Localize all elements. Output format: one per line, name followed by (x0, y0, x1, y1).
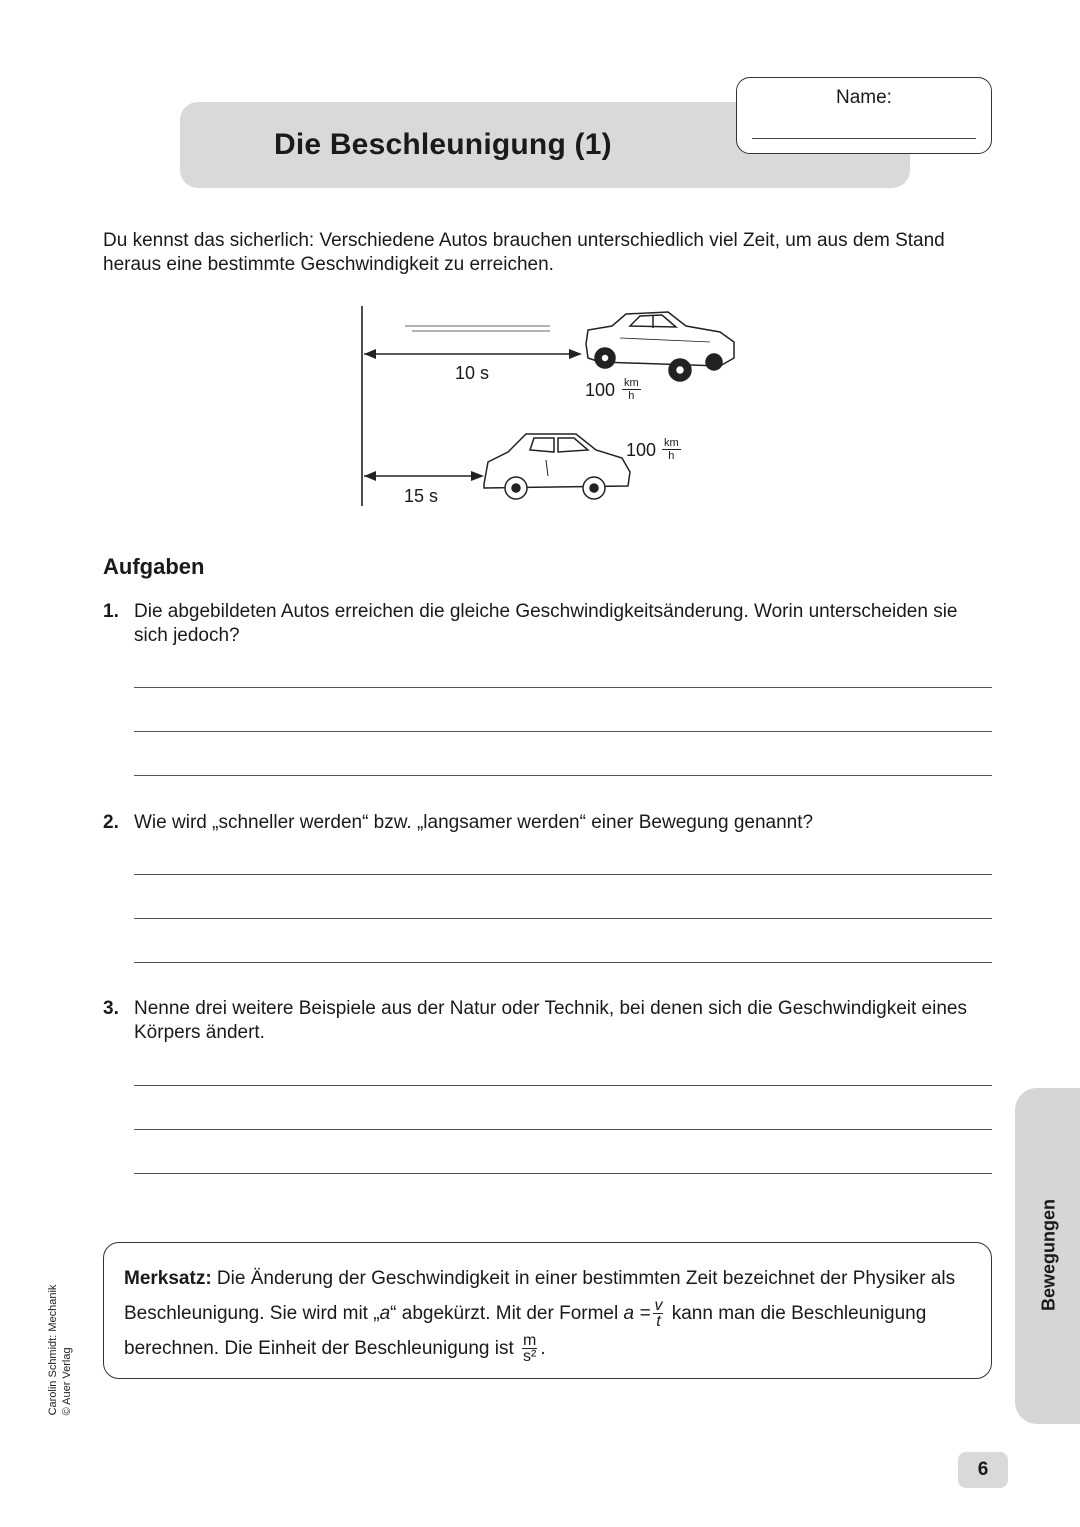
unit-denominator: s² (523, 1348, 537, 1366)
unit-km: km (664, 437, 679, 449)
answer-line[interactable] (134, 918, 992, 919)
unit-numerator: m (523, 1332, 537, 1350)
merksatz-part1: Die Änderung der Geschwindigkeit in einer bestimmten Zeit bezeichnet der Physiker als Beschleunigung. Sie wird mit „ (124, 1268, 956, 1324)
name-field[interactable] (752, 138, 976, 139)
car1-speed-unit (622, 377, 641, 402)
unit-h: h (668, 450, 675, 462)
cars-illustration (350, 300, 750, 515)
task-text: Nenne drei weitere Beispiele aus der Natur oder Technik, bei denen sich die Geschwindigkeit eines Körpers ändert. (134, 998, 967, 1043)
task-number: 2. (103, 812, 119, 833)
task-text: Die abgebildeten Autos erreichen die gleiche Geschwindigkeitsänderung. Worin unterscheiden sie sich jedoch? (134, 601, 958, 646)
car2-speed-unit (662, 437, 681, 462)
formula-lhs: a = (623, 1303, 651, 1324)
answer-line[interactable] (134, 874, 992, 875)
answer-line[interactable] (134, 731, 992, 732)
name-label: Name: (836, 87, 892, 108)
answer-line[interactable] (134, 1085, 992, 1086)
formula-fraction (653, 1298, 663, 1329)
credits (46, 1285, 74, 1416)
unit-h: h (628, 390, 635, 402)
cars-figure (350, 300, 750, 515)
car2-icon (484, 434, 630, 499)
arrowhead-left-1 (364, 349, 376, 359)
arrowhead-right-1 (569, 349, 582, 359)
merksatz-part3: kann man die Beschleunigung berechnen. Die Einheit der Beschleunigung ist (124, 1303, 927, 1359)
merksatz-text (124, 1261, 979, 1366)
answer-line[interactable] (134, 687, 992, 688)
merksatz-part2: “ abgekürzt. Mit der Formel (390, 1303, 624, 1324)
credits-publisher: © Auer Verlag (61, 1347, 73, 1416)
car1-icon (586, 312, 734, 381)
credits-author: Carolin Schmidt: Mechanik (47, 1284, 59, 1416)
answer-line[interactable] (134, 775, 992, 776)
name-box (736, 77, 992, 154)
tasks-heading: Aufgaben (103, 554, 205, 579)
formula-numerator: v (654, 1297, 663, 1315)
intro-text: Du kennst das sicherlich: Verschiedene Autos brauchen unterschiedlich viel Zeit, um aus dem Stand heraus eine bestimmte Geschwindigkeit zu erreichen. (103, 230, 945, 275)
task-number: 3. (103, 998, 119, 1019)
formula-denominator: t (656, 1313, 661, 1331)
merksatz-part4: . (540, 1338, 546, 1359)
answer-line[interactable] (134, 1129, 992, 1130)
answer-line[interactable] (134, 1173, 992, 1174)
task-text: Wie wird „schneller werden“ bzw. „langsamer werden“ einer Bewegung genannt? (134, 812, 814, 833)
arrowhead-left-2 (364, 471, 376, 481)
unit-fraction (522, 1333, 537, 1364)
unit-km: km (624, 377, 639, 389)
chapter-tab-label: Bewegungen (1038, 1198, 1059, 1312)
answer-line[interactable] (134, 962, 992, 963)
car2-time-label: 15 s (404, 486, 439, 506)
page-title: Die Beschleunigung (1) (274, 128, 612, 161)
car2-speed-value: 100 (626, 440, 657, 460)
arrowhead-right-2 (471, 471, 484, 481)
car1-time-label: 10 s (455, 363, 490, 383)
task-number: 1. (103, 601, 119, 622)
merksatz-label: Merksatz: (124, 1268, 212, 1289)
merksatz-box (103, 1242, 992, 1379)
car1-speed-value: 100 (585, 380, 616, 400)
symbol-a: a (379, 1303, 391, 1324)
page-number: 6 (958, 1452, 1008, 1488)
